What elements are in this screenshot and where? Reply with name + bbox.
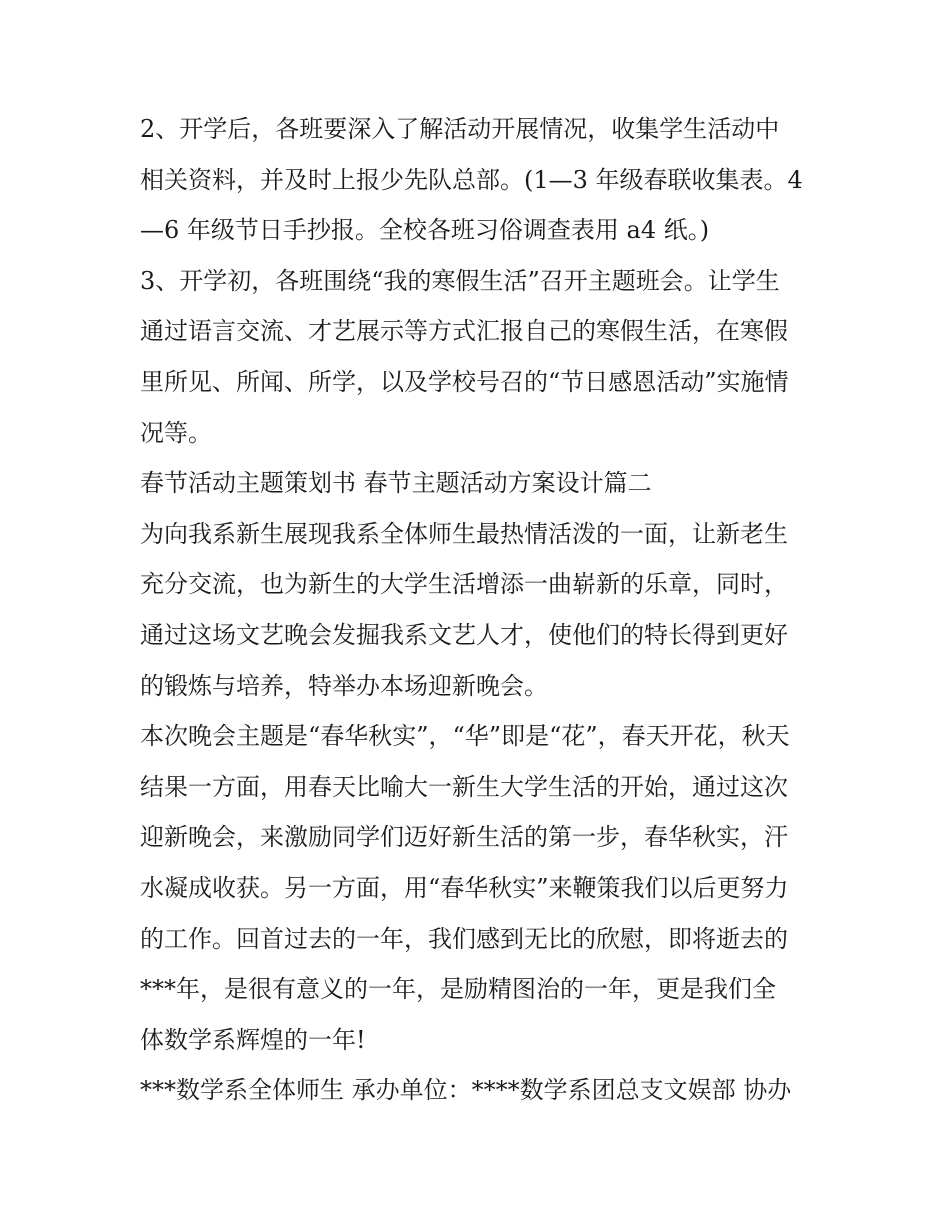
paragraph-theme — [140, 711, 815, 1065]
paragraph-item-2 — [140, 104, 815, 256]
text-line: 通过这场文艺晚会发掘我系文艺人才，使他们的特长得到更好 — [140, 620, 788, 649]
text-line: —6 年级节日手抄报。全校各班习俗调查表用 a4 纸。) — [140, 216, 710, 245]
text-line: 充分交流，也为新生的大学生活增添一曲崭新的乐章，同时， — [140, 570, 788, 599]
text-line: 3、开学初，各班围绕“我的寒假生活”召开主题班会。让学生 — [140, 266, 780, 295]
heading-line: 春节活动主题策划书 春节主题活动方案设计篇二 — [140, 469, 652, 498]
text-line: 本次晚会主题是“春华秋实”，“华”即是“花”，春天开花，秋天 — [140, 722, 790, 751]
text-line: 迎新晚会，来激励同学们迈好新生活的第一步，春华秋实，汗 — [140, 823, 788, 852]
text-line: 通过语言交流、才艺展示等方式汇报自己的寒假生活，在寒假 — [140, 317, 788, 346]
text-line: 的工作。回首过去的一年，我们感到无比的欣慰，即将逝去的 — [140, 924, 788, 953]
text-line: ***年，是很有意义的一年，是励精图治的一年，更是我们全 — [140, 975, 776, 1004]
text-line: 水凝成收获。另一方面，用“春华秋实”来鞭策我们以后更努力 — [140, 873, 789, 902]
section-heading — [140, 458, 815, 509]
document-body — [140, 104, 815, 1116]
text-line: ***数学系全体师生 承办单位：****数学系团总支文娱部 协办 — [140, 1076, 792, 1105]
paragraph-organizers — [140, 1065, 815, 1116]
text-line: 体数学系辉煌的一年! — [140, 1025, 366, 1054]
text-line: 结果一方面，用春天比喻大一新生大学生活的开始，通过这次 — [140, 772, 788, 801]
text-line: 为向我系新生展现我系全体师生最热情活泼的一面，让新老生 — [140, 519, 788, 548]
text-line: 2、开学后，各班要深入了解活动开展情况，收集学生活动中 — [140, 115, 780, 143]
text-line: 里所见、所闻、所学，以及学校号召的“节日感恩活动”实施情 — [140, 367, 789, 396]
text-line: 的锻炼与培养，特举办本场迎新晚会。 — [140, 671, 548, 700]
text-line: 相关资料，并及时上报少先队总部。(1—3 年级春联收集表。4 — [140, 165, 803, 194]
paragraph-purpose — [140, 509, 815, 711]
text-line: 况等。 — [140, 418, 212, 447]
paragraph-item-3 — [140, 256, 815, 458]
